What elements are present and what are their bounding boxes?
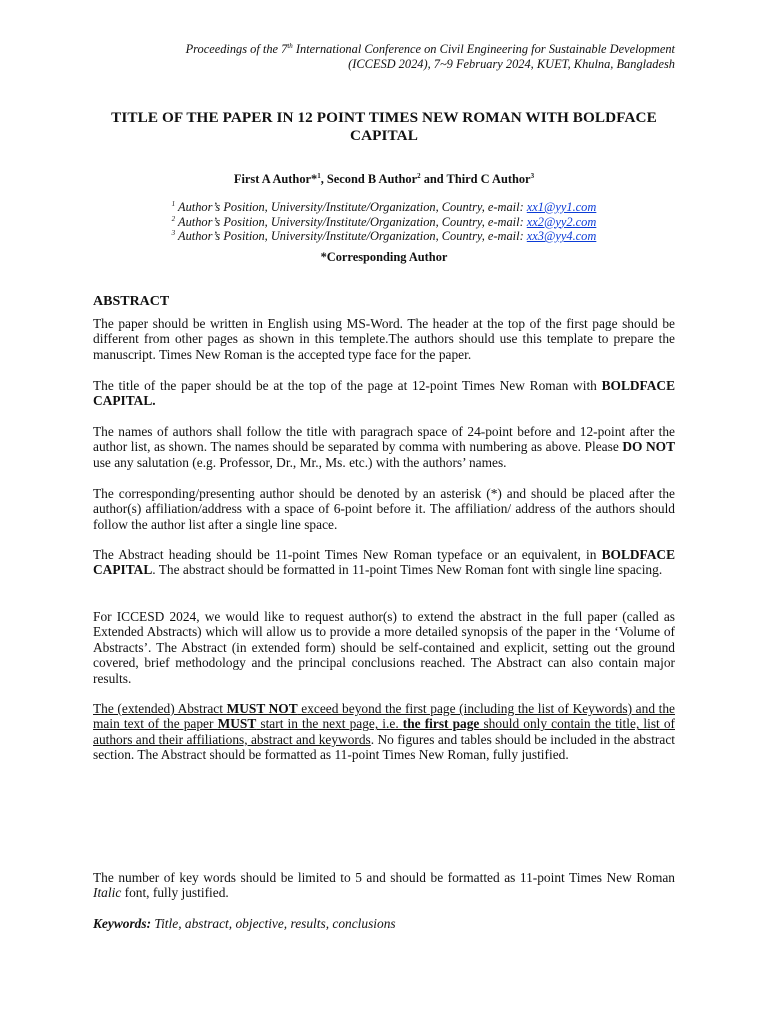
keywords-text: Title, abstract, objective, results, conclusions [151, 916, 396, 931]
abstract-paragraph-6: For ICCESD 2024, we would like to request author(s) to extend the abstract in the full paper (called as Extended Abstracts) which will allow us to provide a more detailed synopsis of the paper in the ‘Volume of Abstracts’. The Abstract (in extended form) should be self-contained and explicit, setting out the ground covered, brief methodology and the principal conclusions reached. The Abstract can also contain major results. [93, 609, 675, 686]
email-link-3[interactable]: xx3@yy4.com [526, 229, 597, 244]
abstract-paragraph-4: The corresponding/presenting author should be denoted by an asterisk (*) and should be placed after the author(s) affiliation/address with a space of 6-point before it. The affiliation/ address of the authors should follow the author list after a single line space. [93, 486, 675, 532]
abstract-paragraph-2: The title of the paper should be at the top of the page at 12-point Times New Roman with BOLDFACE CAPITAL. [93, 378, 675, 409]
keywords-line [93, 916, 396, 932]
abstract-paragraph-3: The names of authors shall follow the title with paragrach space of 24-point before and 12-point after the author list, as shown. The names should be separated by comma with numbering as above. Please DO NOT use any salutation (e.g. Professor, Dr., Mr., Ms. etc.) with the authors’ names. [93, 424, 676, 470]
abstract-paragraph-1: The paper should be written in English using MS-Word. The header at the top of the first page should be different from other pages as shown in this templete.The authors should use this template to prepare the manuscript. Times New Roman is the accepted type face for the paper. [93, 316, 675, 362]
abstract-heading: ABSTRACT [93, 294, 170, 309]
affiliation-1: $^1$ Author’s Position, University/Institute/Organization, Country, e-mail: xx1@yy1.com [171, 199, 597, 214]
affiliation-2: $^2$ Author’s Position, University/Institute/Organization, Country, e-mail: xx2@yy2.com [171, 214, 597, 229]
email-link-1[interactable]: xx1@yy1.com [526, 200, 597, 214]
abstract-paragraph-8: The number of key words should be limited to 5 and should be formatted as 11-point Times New Roman Italic font, fully justified. [93, 870, 675, 901]
abstract-paragraph-5: The Abstract heading should be 11-point Times New Roman typeface or an equivalent, in BOLDFACE CAPITAL. The abstract should be formatted in 11-point Times New Roman font with single line spacing. [93, 547, 675, 578]
abstract-paragraph-7: The (extended) Abstract MUST NOT exceed beyond the first page (including the list of Keywords) and the main text of the paper MUST start in the next page, i.e. the first page should only contain the title, list of authors and their affiliations, abstract and keywords. No figures and tables should be included in the abstract section. The Abstract should be formatted as 11-point Times New Roman, fully justified. [93, 701, 675, 763]
header-line-1: Proceedings of the 7th International Conference on Civil Engineering for Sustainable Development [185, 41, 675, 56]
corresponding-author-note: *Corresponding Author [320, 250, 448, 264]
email-link-2[interactable]: xx2@yy2.com [526, 214, 597, 229]
header-line-2: (ICCESD 2024), 7~9 February 2024, KUET, Khulna, Bangladesh [348, 57, 675, 71]
affiliations [93, 200, 675, 244]
keywords-label: Keywords: [93, 916, 152, 931]
affiliation-3: $^3$ Author’s Position, University/Institute/Organization, Country, e-mail: xx3@yy4.com [171, 229, 597, 244]
paper-title: TITLE OF THE PAPER IN 12 POINT TIMES NEW ROMAN WITH BOLDFACE CAPITAL [111, 109, 657, 144]
author-list: First A Author*$^1$, Second B Author$^2$ and Third C Author$^3$ [233, 171, 535, 186]
proceedings-header [93, 42, 675, 72]
